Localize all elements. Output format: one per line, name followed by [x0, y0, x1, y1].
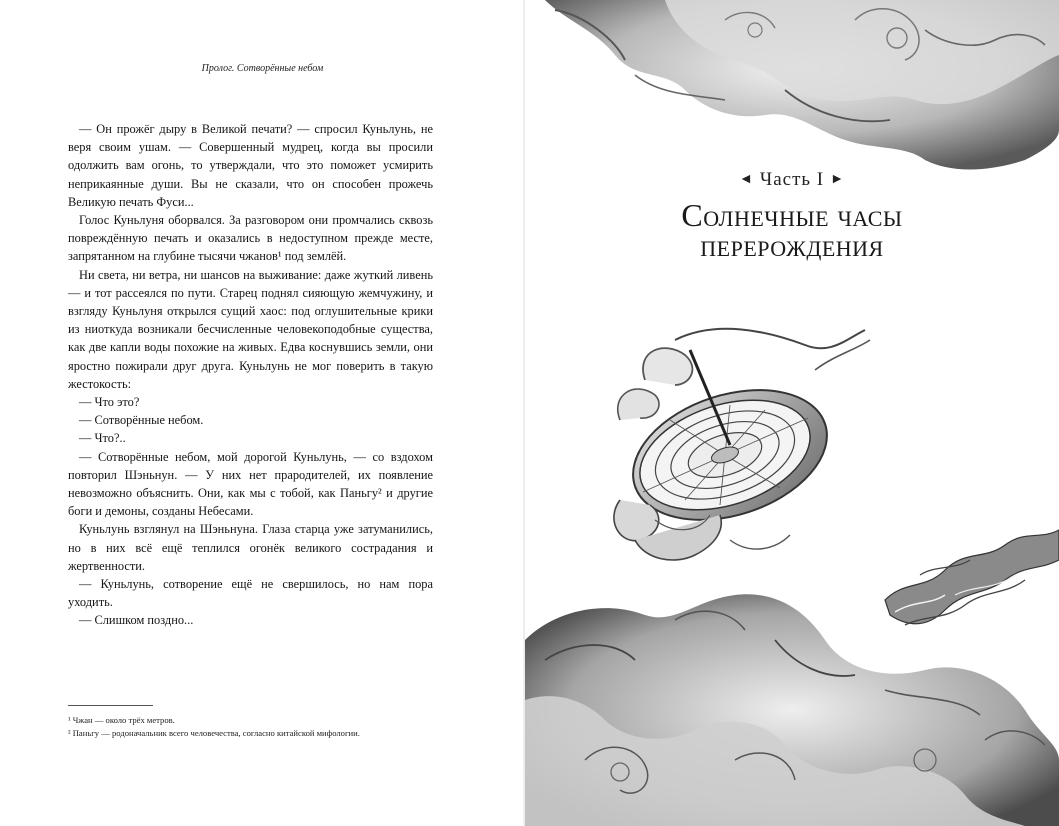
arrow-left-icon: ◄: [739, 172, 754, 187]
part-title-line2: перерождения: [700, 227, 884, 263]
paragraph: — Что?..: [79, 431, 126, 446]
body-text: [68, 120, 433, 630]
paragraph: — Что это?: [79, 395, 140, 410]
footnote: ² Паньгу — родоначальник всего человечества, согласно китайской мифологии.: [68, 728, 360, 738]
paragraph: — Сотворённые небом.: [79, 413, 204, 428]
paragraph: — Сотворённые небом, мой дорогой Куньлунь, — со вздохом повторил Шэньнун. — У них нет прародителей, их появление невозможно объяснить. Они, как мы с тобой, как Паньгу² и другие боги и демоны, созданы Небесами.: [68, 449, 433, 519]
top-cloud: [545, 0, 1059, 169]
part-title-line1: Солнечные часы: [681, 197, 903, 233]
paragraph: Куньлунь взглянул на Шэньнуна. Глаза старца уже затуманились, но в них всё ещё теплился огонёк великого сострадания и жертвенности.: [68, 522, 433, 573]
part-label: [525, 169, 1059, 191]
paragraph: — Он прожёг дыру в Великой печати? — спросил Куньлунь, не веря своим ушам. — Совершенный мудрец, когда вы просили одолжить вам огонь, то утверждали, что это поможет усмирить неприкаянные души. Вы не сказали, что он способен прожечь Великую печать Фуси...: [68, 122, 433, 209]
footnote: ¹ Чжан — около трёх метров.: [68, 715, 175, 725]
arrow-right-icon: ►: [830, 172, 845, 187]
paragraph: — Слишком поздно...: [79, 613, 194, 628]
flame-swirl-icon: [885, 530, 1059, 625]
paragraph: Голос Куньлуня оборвался. За разговором они промчались сквозь повреждённую печать и оказались в недоступном прежде месте, запрятанном на глубине тысячи чжанов¹ под землёй.: [68, 213, 433, 264]
paragraph: — Куньлунь, сотворение ещё не свершилось, но нам пора уходить.: [68, 577, 433, 610]
part-label-text: Часть I: [759, 169, 825, 190]
part-title: [525, 197, 1059, 263]
right-page: [525, 0, 1059, 826]
running-header: Пролог. Сотворённые небом: [201, 63, 324, 74]
sundial-icon: [614, 329, 870, 560]
footnotes: [68, 714, 360, 740]
bottom-cloud: [525, 594, 1059, 826]
sundial-clouds-illustration: [525, 0, 1059, 826]
left-page: [0, 0, 525, 826]
paragraph: Ни света, ни ветра, ни шансов на выживание: даже жуткий ливень — и тот рассеялся по пути. Старец поднял сияющую жемчужину, и взгляду Куньлуня открылся сущий хаос: под оглушительные крики из ниоткуда возникали бесчисленные человекоподобные существа, как две капли воды похожие на живых. Едва коснувшись земли, они яростно пожирали друг друга. Куньлунь не мог поверить в такую жестокость:: [68, 267, 433, 391]
footnote-divider: [68, 705, 153, 706]
